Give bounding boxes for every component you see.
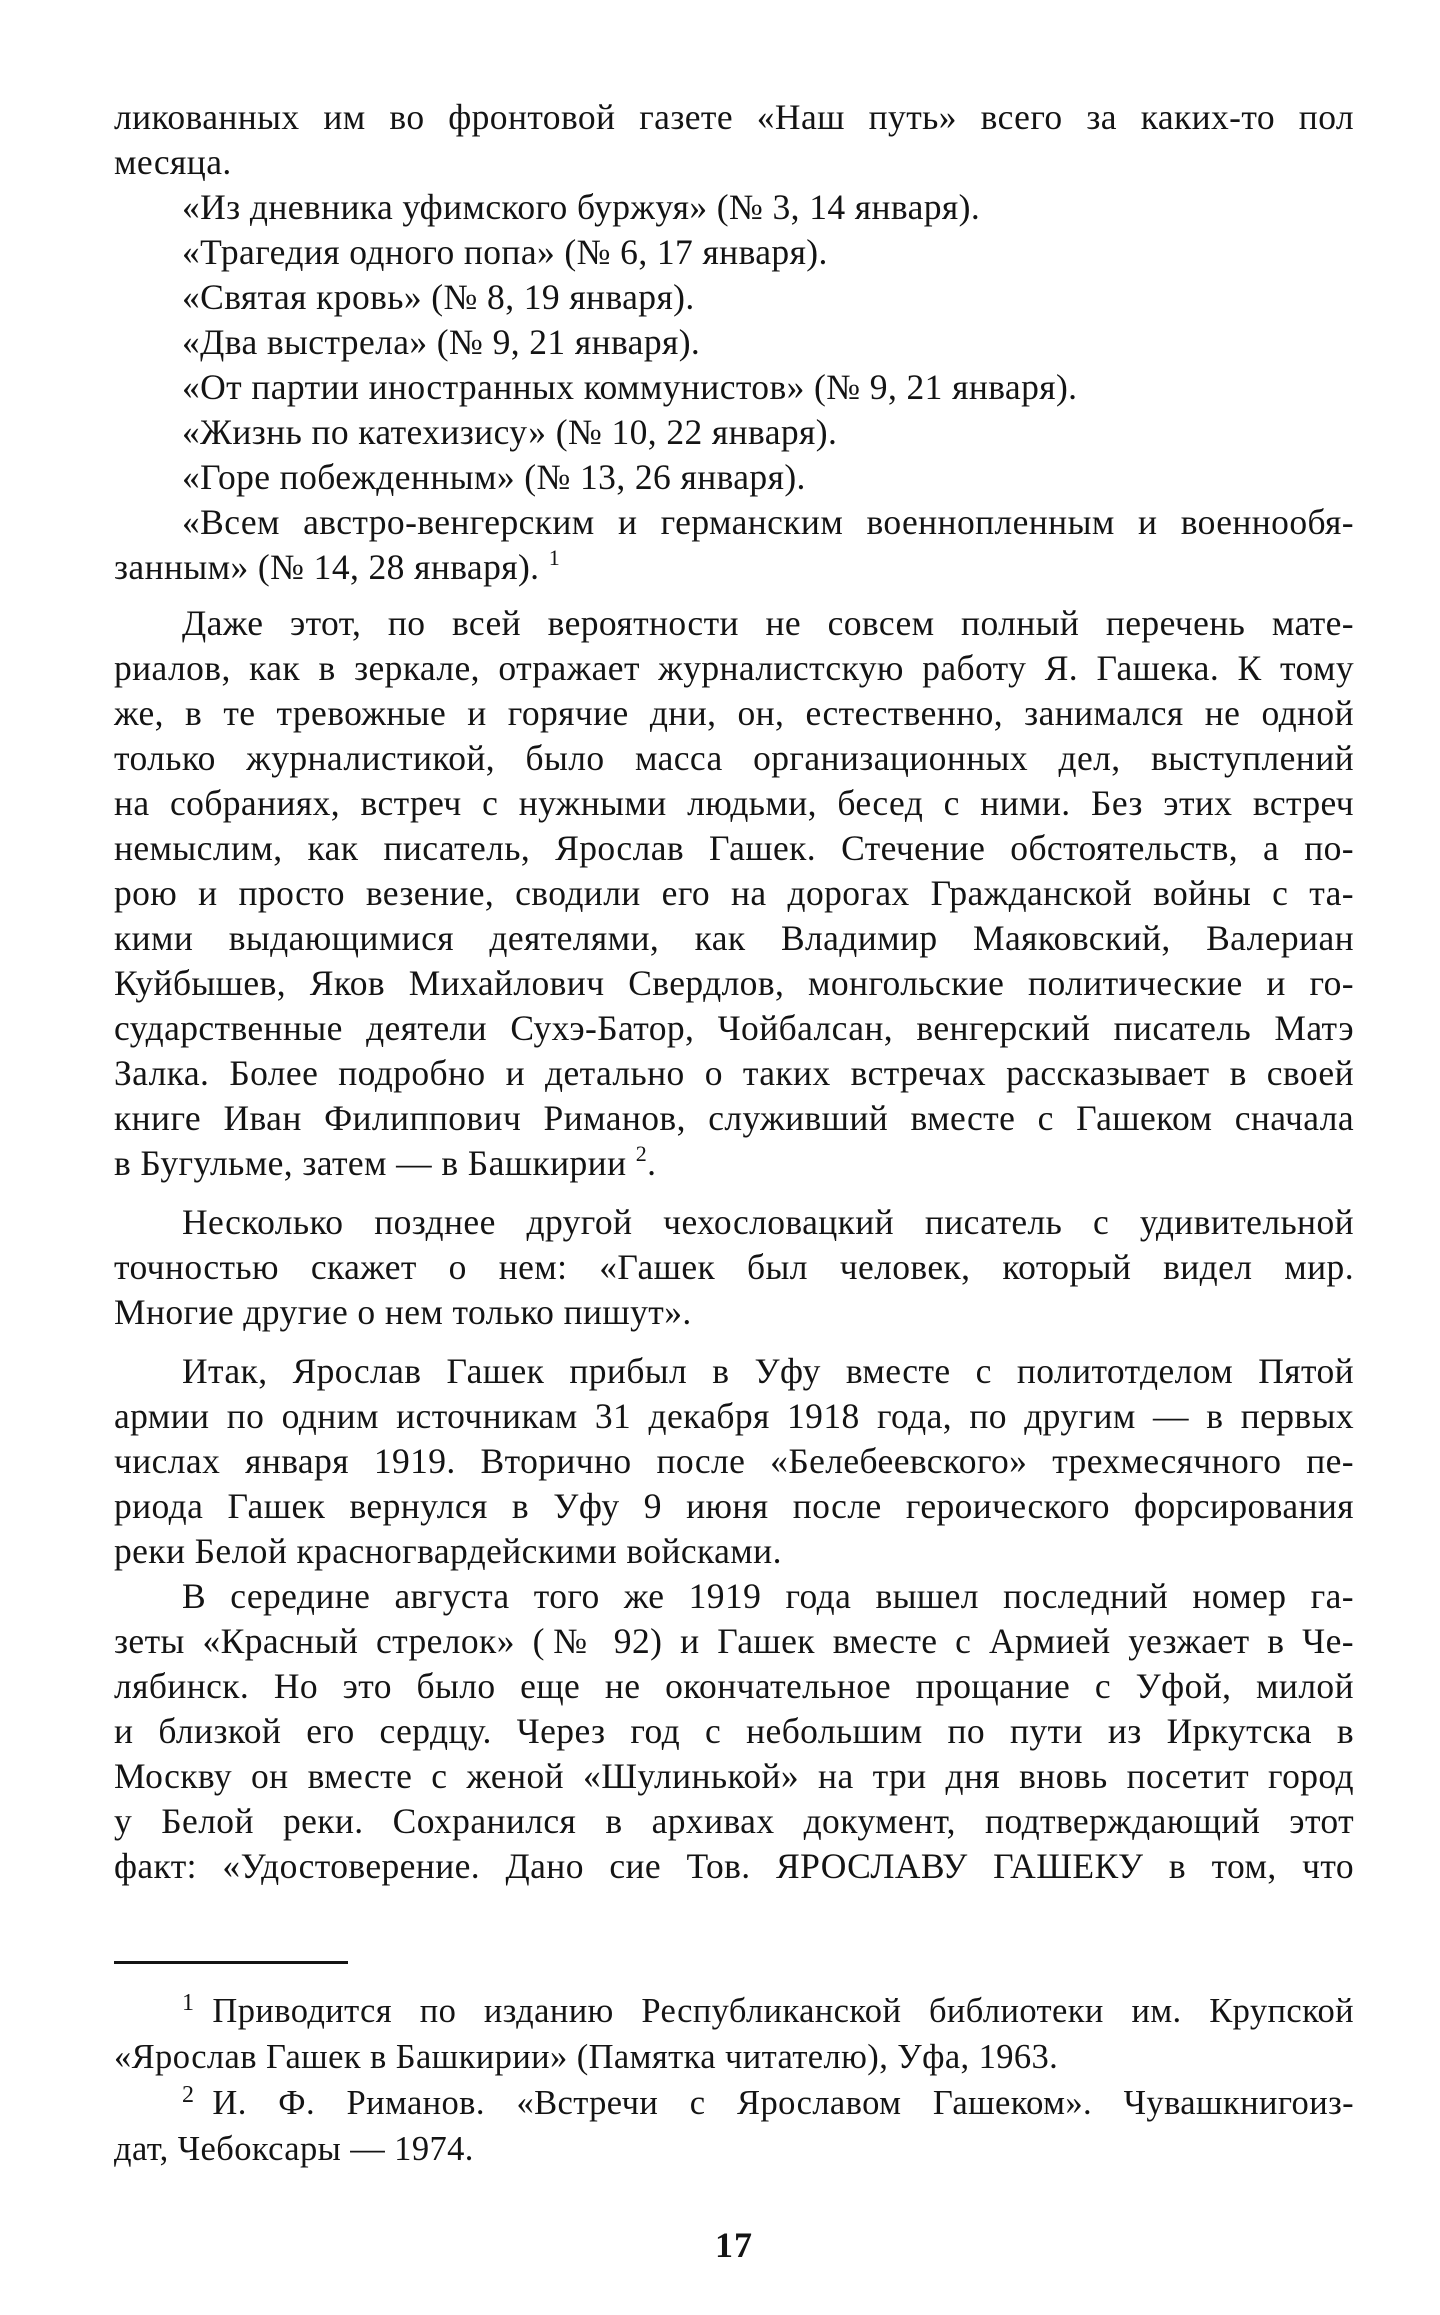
text-line (114, 781, 1354, 826)
text-line (114, 2034, 1354, 2080)
line-text: занным» (№ 14, 28 января). (114, 547, 540, 587)
footnote (114, 1988, 1354, 2080)
text-line (114, 2080, 1354, 2126)
line-text: Приводится по изданию Республиканской библиотеки им. Крупской (212, 1992, 1354, 2030)
line-text: «Ярослав Гашек в Башкирии» (Памятка читателю), Уфа, 1963. (114, 2038, 1059, 2076)
line-text: на собраниях, встреч с нужными людьми, бесед с ними. Без этих встреч (114, 783, 1354, 823)
line-tail: . (647, 1143, 657, 1183)
text-line (114, 455, 1354, 500)
line-text: «От партии иностранных коммунистов» (№ 9, 21 января). (182, 367, 1078, 407)
footnote-mark: 2 (182, 2082, 195, 2108)
line-text: ликованных им во фронтовой газете «Наш путь» всего за каких-то пол (114, 97, 1354, 137)
text-line (114, 646, 1354, 691)
line-text: книге Иван Филиппович Риманов, служивший вместе с Гашеком сначала (114, 1098, 1354, 1138)
line-text: факт: «Удостоверение. Дано сие Тов. ЯРОСЛАВУ ГАШЕКУ в том, что (114, 1846, 1354, 1886)
line-text: дат, Чебоксары — 1974. (114, 2130, 474, 2168)
text-line (114, 826, 1354, 871)
line-text: же, в те тревожные и горячие дни, он, естественно, занимался не одной (114, 693, 1354, 733)
line-text: Даже этот, по всей вероятности не совсем полный перечень мате- (182, 603, 1354, 643)
line-text: риода Гашек вернулся в Уфу 9 июня после героического форсирования (114, 1486, 1354, 1526)
line-text: риалов, как в зеркале, отражает журналистскую работу Я. Гашека. К тому (114, 648, 1354, 688)
text-line (114, 961, 1354, 1006)
line-text: кими выдающимися деятелями, как Владимир Маяковский, Валериан (114, 918, 1354, 958)
line-text: месяца. (114, 142, 232, 182)
text-line (114, 691, 1354, 736)
text-line (114, 140, 1354, 185)
body-text (114, 95, 1354, 1889)
line-text: сударственные деятели Сухэ-Батор, Чойбалсан, венгерский писатель Матэ (114, 1008, 1354, 1048)
line-text: лябинск. Но это было еще не окончательное прощание с Уфой, милой (114, 1666, 1354, 1706)
text-line (114, 1844, 1354, 1889)
text-line (114, 545, 1354, 590)
line-text: И. Ф. Риманов. «Встречи с Ярославом Гашеком». Чувашкнигоиз- (212, 2084, 1354, 2122)
text-line (114, 365, 1354, 410)
text-line (114, 1006, 1354, 1051)
text-line (114, 1574, 1354, 1619)
footnotes (114, 1988, 1354, 2172)
text-line (114, 1394, 1354, 1439)
line-text: «Из дневника уфимского буржуя» (№ 3, 14 января). (182, 187, 981, 227)
line-text: только журналистикой, было масса организационных дел, выступлений (114, 738, 1354, 778)
footnote-rule (114, 1961, 348, 1964)
line-text: у Белой реки. Сохранился в архивах документ, подтверждающий этот (114, 1801, 1354, 1841)
line-text: армии по одним источникам 31 декабря 1918 года, по другим — в первых (114, 1396, 1354, 1436)
book-page (114, 95, 1354, 2266)
text-line (114, 2126, 1354, 2172)
text-line (114, 1664, 1354, 1709)
line-text: Несколько позднее другой чехословацкий писатель с удивительной (182, 1202, 1354, 1242)
footnote-mark: 1 (182, 1990, 195, 2016)
text-line (114, 1245, 1354, 1290)
text-line (114, 410, 1354, 455)
line-text: и близкой его сердцу. Через год с небольшим по пути из Иркутска в (114, 1711, 1354, 1751)
page-number: 17 (715, 2225, 753, 2265)
text-line (114, 1349, 1354, 1394)
text-line (114, 1051, 1354, 1096)
text-line (114, 1799, 1354, 1844)
text-line (114, 1709, 1354, 1754)
text-line (114, 230, 1354, 275)
text-line (114, 1754, 1354, 1799)
line-text: Залка. Более подробно и детально о таких встречах рассказывает в своей (114, 1053, 1354, 1093)
footnote (114, 2080, 1354, 2172)
line-text: «Два выстрела» (№ 9, 21 января). (182, 322, 701, 362)
line-text: реки Белой красногвардейскими войсками. (114, 1531, 782, 1571)
text-line (114, 601, 1354, 646)
line-text: «Горе побежденным» (№ 13, 26 января). (182, 457, 806, 497)
line-text: В середине августа того же 1919 года вышел последний номер га- (182, 1576, 1354, 1616)
line-text: Многие другие о нем только пишут». (114, 1292, 692, 1332)
text-line (114, 916, 1354, 961)
line-text: «Трагедия одного попа» (№ 6, 17 января). (182, 232, 828, 272)
text-line (114, 500, 1354, 545)
line-text: Итак, Ярослав Гашек прибыл в Уфу вместе с политотделом Пятой (182, 1351, 1354, 1391)
text-line (114, 1200, 1354, 1245)
text-line (114, 185, 1354, 230)
line-text: точностью скажет о нем: «Гашек был человек, который видел мир. (114, 1247, 1354, 1287)
line-text: числах января 1919. Вторично после «Белебеевского» трехмесячного пе- (114, 1441, 1354, 1481)
text-line (114, 736, 1354, 781)
line-text: немыслим, как писатель, Ярослав Гашек. Стечение обстоятельств, а по- (114, 828, 1354, 868)
text-line (114, 1484, 1354, 1529)
line-text: «Святая кровь» (№ 8, 19 января). (182, 277, 695, 317)
footnote-reference: 2 (635, 1141, 648, 1166)
text-line (114, 275, 1354, 320)
line-text: Куйбышев, Яков Михайлович Свердлов, монгольские политические и го- (114, 963, 1354, 1003)
text-line (114, 1529, 1354, 1574)
line-text: «Жизнь по катехизису» (№ 10, 22 января). (182, 412, 838, 452)
line-text: Москву он вместе с женой «Шулинькой» на три дня вновь посетит город (114, 1756, 1354, 1796)
line-text: «Всем австро-венгерским и германским военнопленным и военнообя- (182, 502, 1354, 542)
text-line (114, 1290, 1354, 1335)
footnote-reference: 1 (548, 545, 561, 570)
line-text: в Бугульме, затем — в Башкирии (114, 1143, 627, 1183)
text-line (114, 1619, 1354, 1664)
text-line (114, 1141, 1354, 1186)
text-line (114, 1988, 1354, 2034)
text-line (114, 320, 1354, 365)
text-line (114, 1439, 1354, 1484)
text-line (114, 95, 1354, 140)
line-text: рою и просто везение, сводили его на дорогах Гражданской войны с та- (114, 873, 1354, 913)
text-line (114, 1096, 1354, 1141)
line-text: зеты «Красный стрелок» (№ 92) и Гашек вместе с Армией уезжает в Че- (114, 1621, 1354, 1661)
text-line (114, 871, 1354, 916)
